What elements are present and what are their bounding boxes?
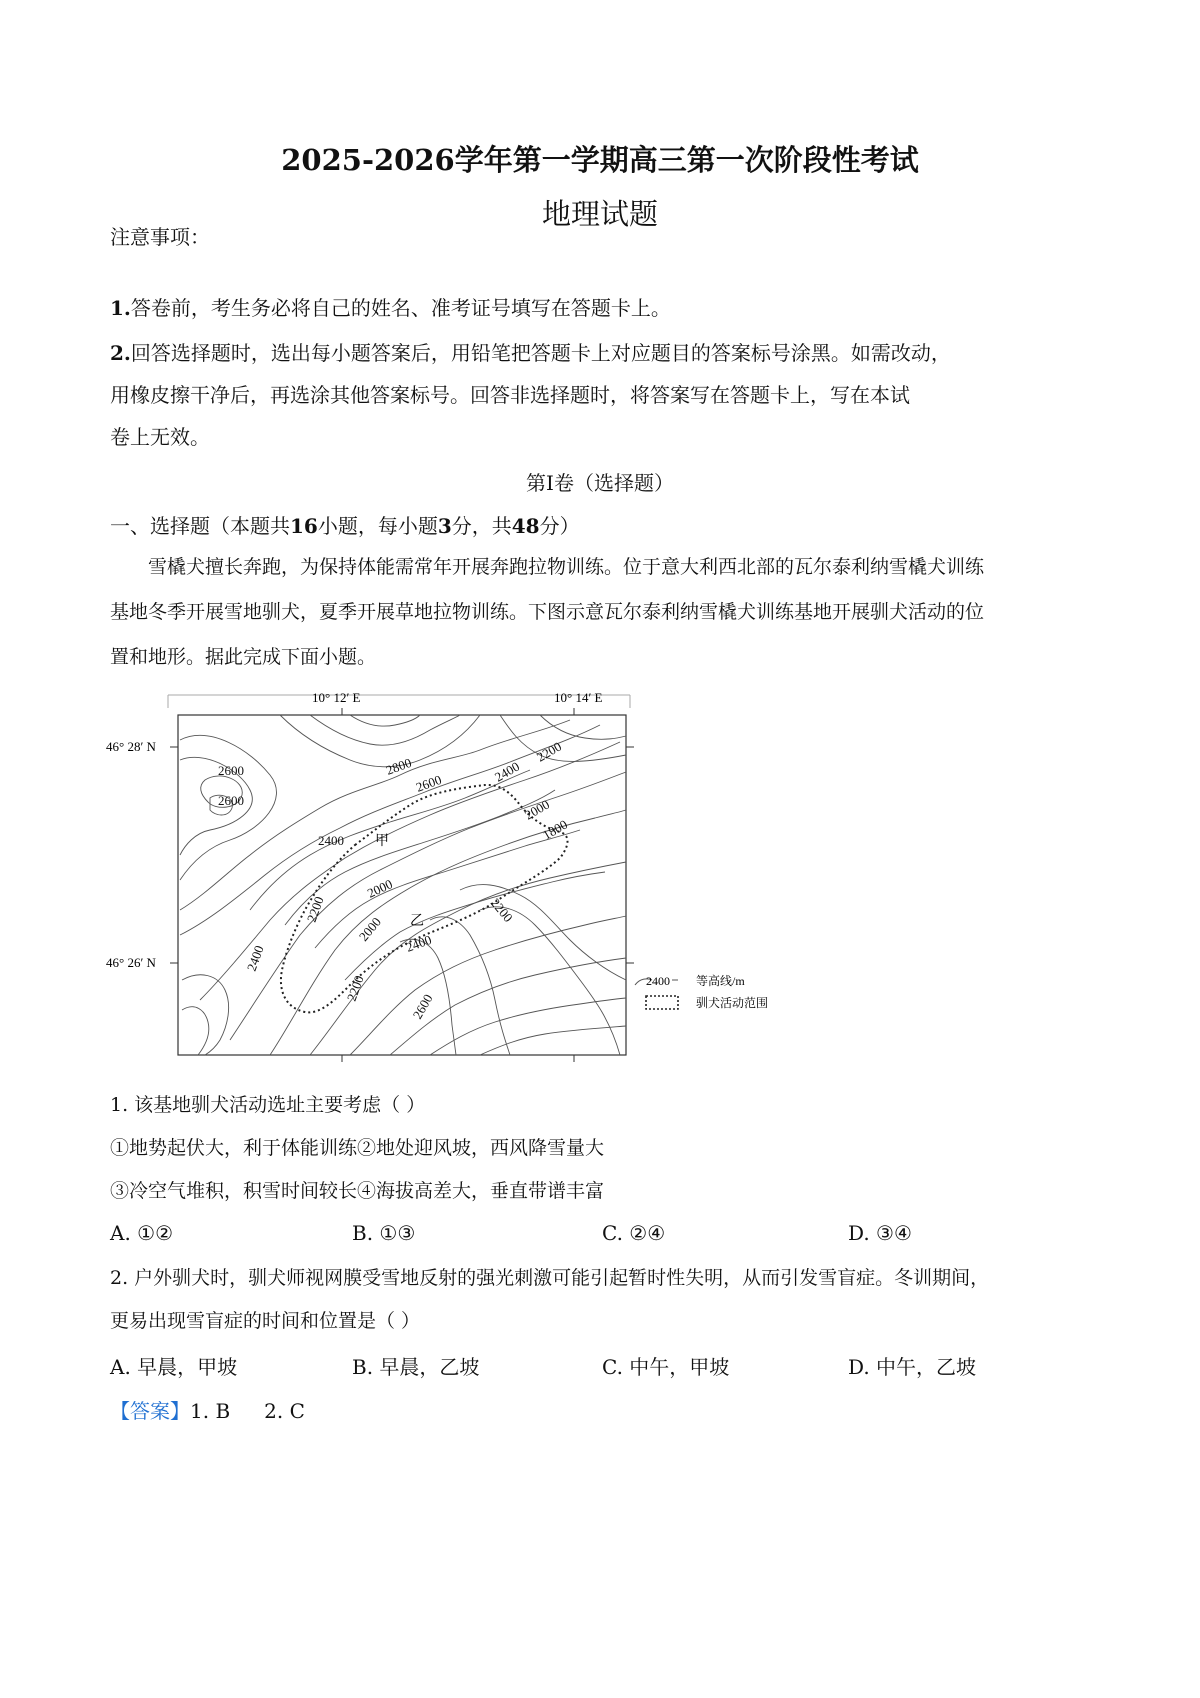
q1-option-c[interactable]: C. ②④: [602, 1221, 666, 1245]
q1-option-b[interactable]: B. ①③: [352, 1221, 416, 1245]
answer-tag: 【答案】: [110, 1399, 190, 1423]
lat-label-1: 46° 28′ N: [106, 739, 156, 754]
contour-label: 2200: [303, 894, 327, 925]
legend-contour-sample: 2400: [646, 974, 670, 988]
exam-title: [0, 138, 1200, 179]
section-label: 第Ⅰ卷（选择题）: [526, 471, 674, 495]
lon-label-2: 10° 14′ E: [554, 690, 603, 705]
notice-item-1-num: 1.: [110, 296, 131, 320]
place-jia: 甲: [375, 834, 389, 849]
lon-label-1: 10° 12′ E: [312, 690, 361, 705]
title-year: 2025-2026: [281, 143, 455, 177]
place-yi: 乙: [410, 914, 424, 929]
exam-subtitle: 地理试题: [541, 197, 658, 231]
contour-label: 2200: [487, 895, 516, 925]
answer-2: 2. C: [264, 1399, 305, 1423]
q2-option-d[interactable]: D. 中午，乙坡: [848, 1355, 977, 1379]
notice-item-2-num: 2.: [110, 341, 131, 365]
notice-item-2-line-2: 用橡皮擦干净后，再选涂其他答案标号。回答非选择题时，将答案写在答题卡上，写在本试: [110, 383, 910, 407]
contour-label: 2200: [534, 738, 565, 765]
passage-line-3: 置和地形。据此完成下面小题。: [110, 646, 377, 668]
notice-heading: 注意事项：: [110, 225, 210, 249]
contour-label: 2400: [403, 931, 434, 955]
notice-item-1-text: 答卷前，考生务必将自己的姓名、准考证号填写在答题卡上。: [130, 296, 671, 320]
passage-line-2: 基地冬季开展雪地驯犬，夏季开展草地拉物训练。下图示意瓦尔泰利纳雪橇犬训练基地开展驯犬活动的位: [110, 601, 985, 623]
part-heading: 一、选择题（本题共16小题，每小题3分，共48分）: [110, 514, 580, 538]
answer-line: [110, 1395, 305, 1424]
contour-label: 2800: [383, 754, 414, 778]
passage-line-1: 雪橇犬擅长奔跑，为保持体能需常年开展奔跑拉物训练。位于意大利西北部的瓦尔泰利纳雪橇犬训练: [148, 556, 985, 578]
notice-item-2-line-1: 2.回答选择题时，选出每小题答案后，用铅笔把答题卡上对应题目的答案标号涂黑。如需改动，: [110, 341, 951, 365]
contour-label: 2400: [492, 758, 523, 785]
legend-area-symbol: [646, 996, 678, 1009]
q2-option-a[interactable]: A. 早晨，甲坡: [110, 1355, 238, 1379]
answer-1: 1. B: [190, 1399, 231, 1423]
contour-label: 1800: [540, 816, 571, 843]
q2-option-c[interactable]: C. 中午，甲坡: [602, 1355, 730, 1379]
contour-label: 2000: [364, 876, 395, 901]
contour-label: 2000: [355, 914, 385, 944]
contour-label: 2400: [243, 943, 267, 974]
q1-option-a[interactable]: A. ①②: [110, 1221, 174, 1245]
q1-statement-2: ③冷空气堆积，积雪时间较长④海拔高差大，垂直带谱丰富: [110, 1180, 605, 1202]
contour-label: 2600: [413, 771, 444, 795]
topographic-map: [100, 680, 860, 1080]
map-legend: [635, 973, 768, 1010]
legend-area-label: 驯犬活动范围: [696, 996, 769, 1010]
q1-option-d[interactable]: D. ③④: [848, 1221, 912, 1245]
contour-label: 2400: [318, 833, 344, 848]
contour-label: 2600: [409, 991, 436, 1022]
q1-statement-1: ①地势起伏大，利于体能训练②地处迎风坡，西风降雪量大: [110, 1137, 605, 1159]
legend-contour-label: 等高线/m: [696, 974, 745, 988]
lat-label-2: 46° 26′ N: [106, 955, 156, 970]
contour-label: 2600: [218, 793, 244, 808]
q2-option-b[interactable]: B. 早晨，乙坡: [352, 1355, 480, 1379]
q2-stem-line-1: 2. 户外驯犬时，驯犬师视网膜受雪地反射的强光刺激可能引起暂时性失明，从而引发雪盲症。冬训期间，: [110, 1267, 990, 1289]
title-rest: 学年第一学期高三第一次阶段性考试: [454, 143, 919, 177]
notice-item-1: [110, 294, 671, 322]
q2-stem-line-2: 更易出现雪盲症的时间和位置是（ ）: [110, 1310, 421, 1332]
contour-label: 2200: [343, 973, 367, 1004]
contour-label: 2600: [218, 763, 244, 778]
notice-item-2-line-3: 卷上无效。: [110, 425, 210, 449]
q1-stem: 1. 该基地驯犬活动选址主要考虑（ ）: [110, 1094, 426, 1116]
contour-label: 2000: [522, 796, 553, 823]
